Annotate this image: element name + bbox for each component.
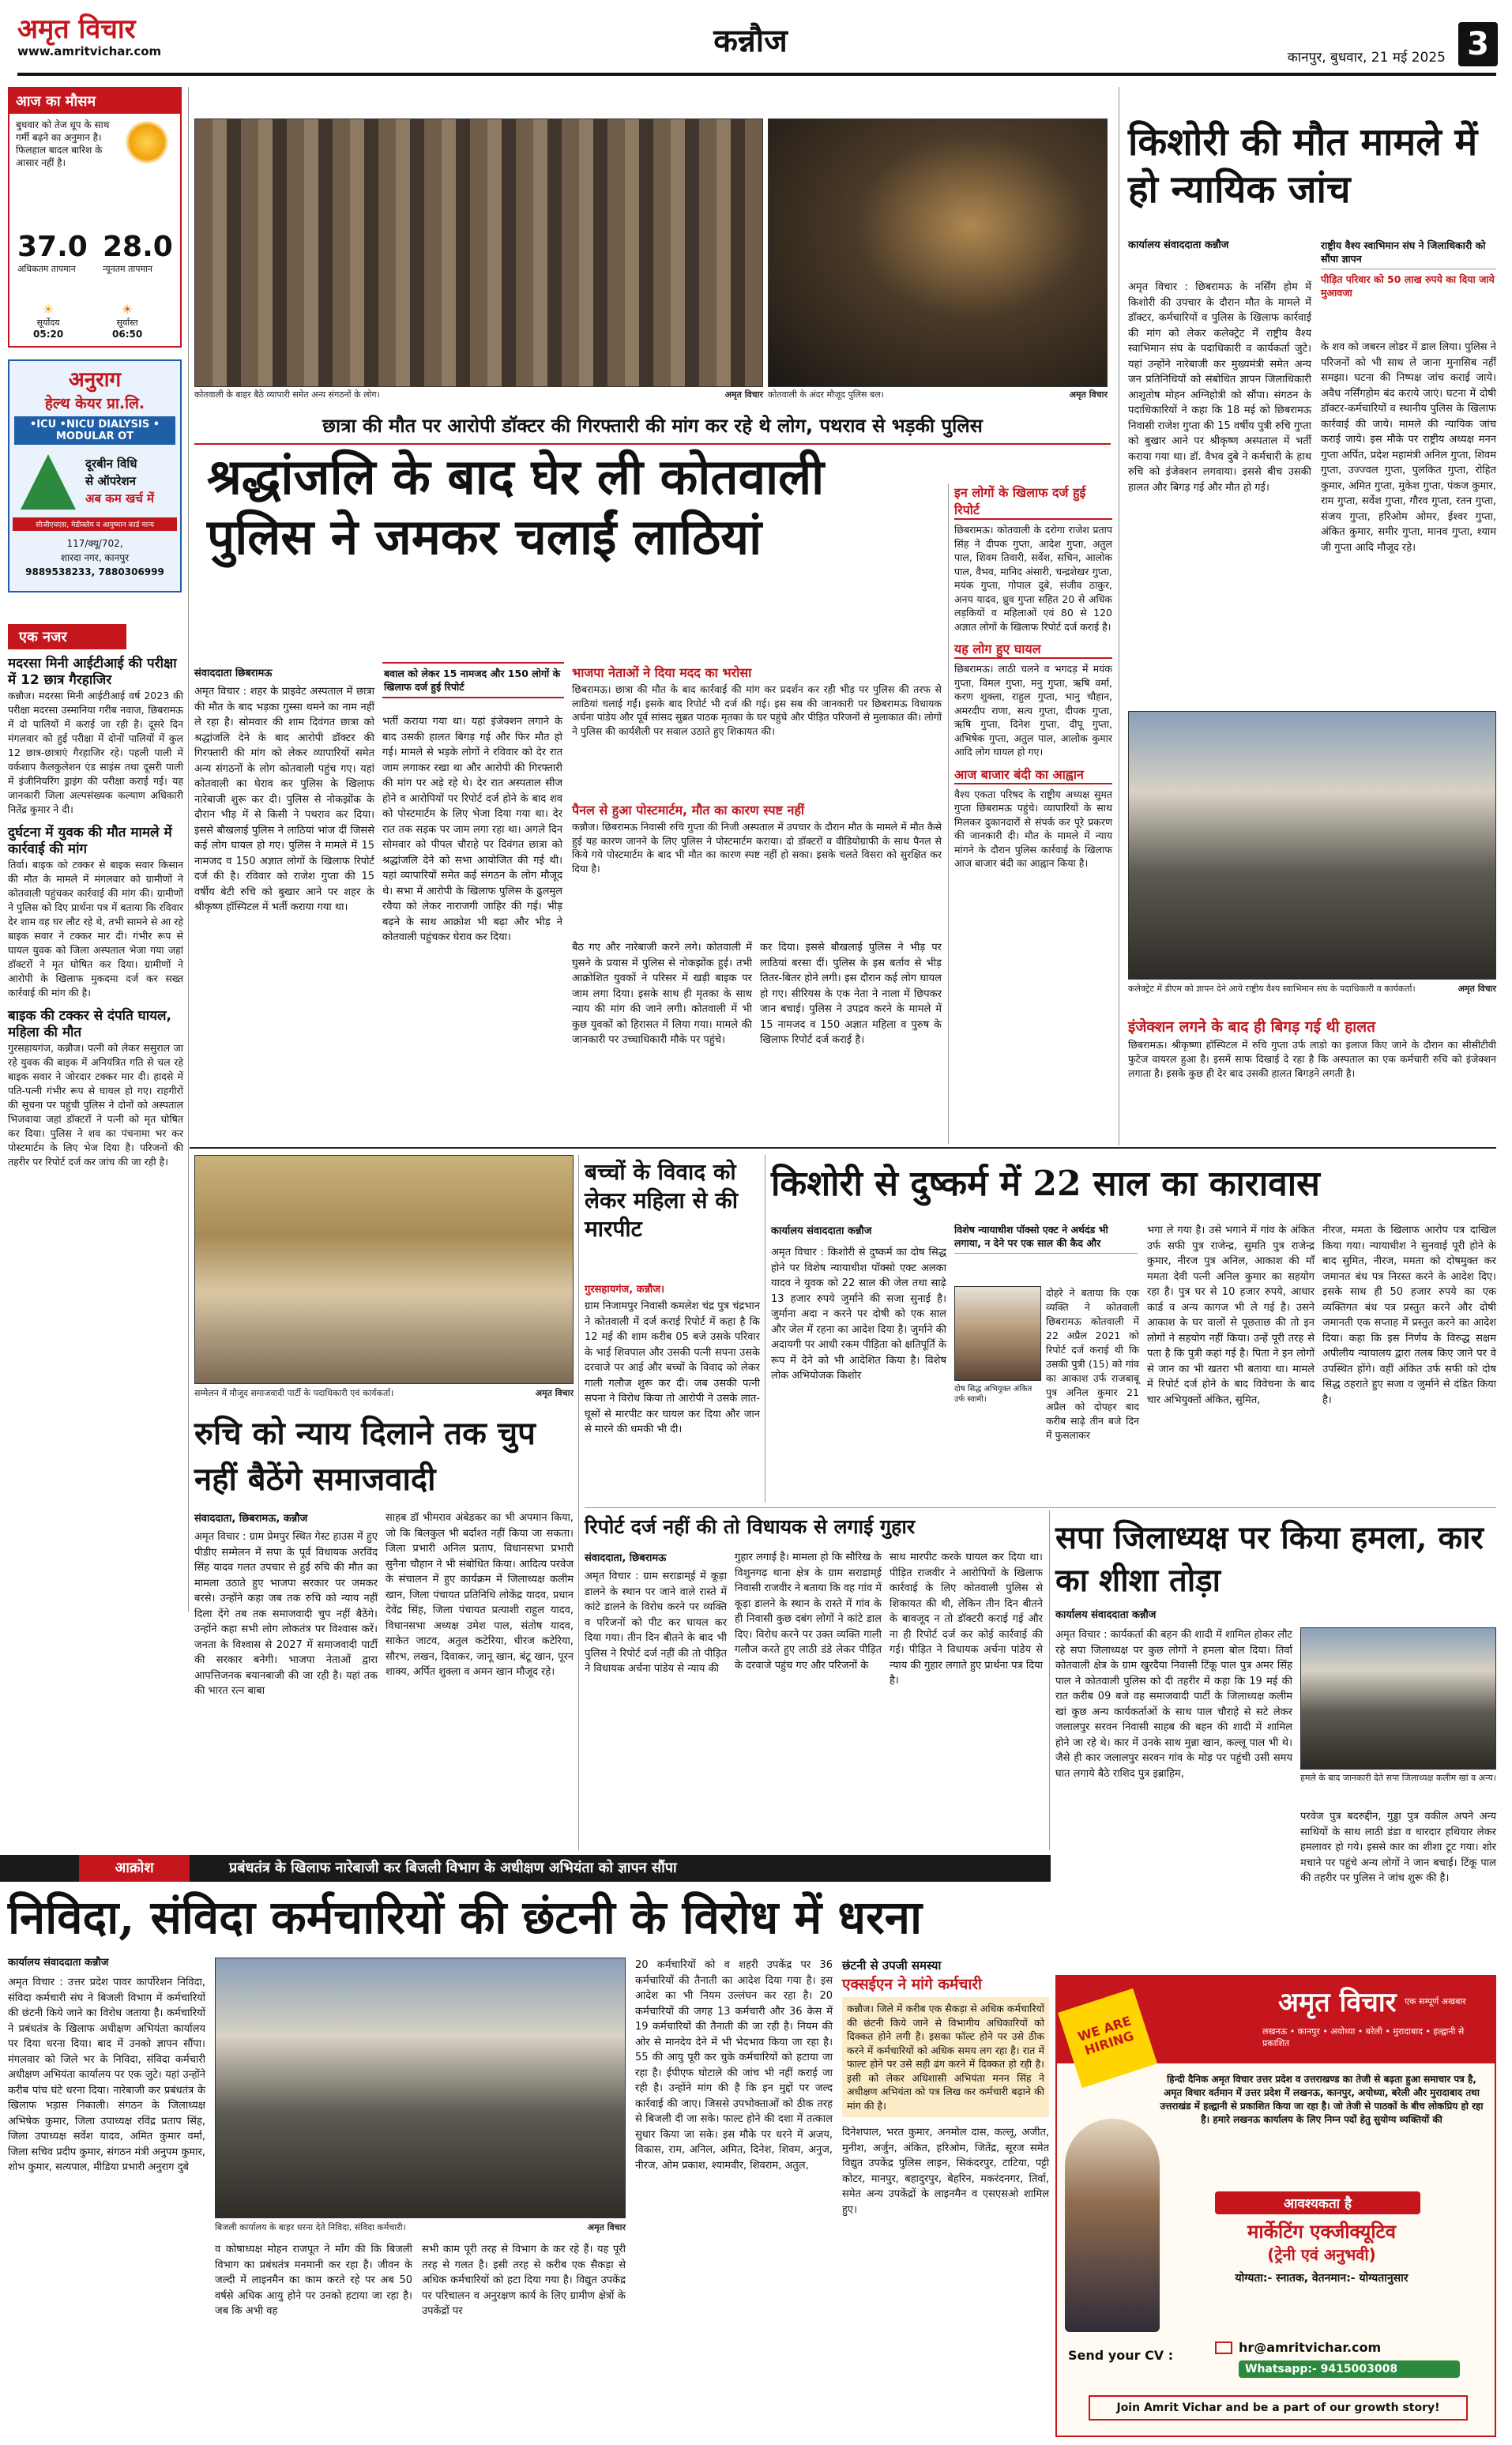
ek-nazar-label: एक नजर bbox=[8, 624, 126, 649]
sapa-column-2 bbox=[1300, 1809, 1496, 1961]
lead-byline: संवाददाता छिबरामऊ bbox=[194, 668, 273, 679]
aakrosh-text: व कोषाध्यक्ष मोहन राजपूत ने माँग की कि बिजली विभाग का प्रबंधतंत्र मनमानी कर रहा है। जीवन के जल्दी में लाइनमैन का काम करते रहे पर अब 50 वर्षसे अधिक आयु होने पर उनको हटाया जा रहा है। जब कि अभी वह bbox=[215, 2244, 412, 2317]
hiring-need: आवश्यकता है bbox=[1215, 2191, 1420, 2214]
dushkarm-rule bbox=[585, 1507, 1496, 1508]
min-temp-value: 28.0 bbox=[103, 231, 173, 263]
aakrosh-column-4 bbox=[635, 1958, 833, 2433]
brief-body: गुरसहायगंज, कन्नौज। पत्नी को लेकर ससुराल जा रहे युवक की बाइक में अनियंत्रित गति से चल रहे बाइक सवार ने जोरदार टक्कर मार दी। हादसे में पति-पत्नी गंभीर रूप से घायल हो गए। राहगीरों की सूचना पर पहुंची पुलिस ने दोनों को अस्पताल भिजवाया जहां डॉक्टरों ने पत्नी को मृत घोषित कर दिया। पुलिस ने शव का पंचनामा भर कर पोस्टमार्टम के लिए भेज दिया है। परिजनों की तहरीर पर रिपोर्ट दर्ज कर जांच की जा रही है। bbox=[8, 1042, 183, 1168]
vidhayak-text: अमृत विचार : ग्राम सराडाम्ई में कूड़ा डालने के स्थान पर जाने वाले रास्ते में कांटे डालने के विरोध करने पर व्यक्ति व परिजनों को पीट कर घायल कर दिया गया। तीन दिन बीतने के बाद भी पुलिस ने रिपोर्ट दर्ज नहीं की तो पीड़ित ने विधायक अर्चना पांडेय से न्याय की bbox=[585, 1570, 727, 1675]
logo-text: अमृत विचार bbox=[17, 13, 136, 45]
aakrosh-side-text: कन्नौज। जिले में करीब एक सैकड़ा से अधिक कर्मचारियों की छंटनी किये जाने से विभागीय अधिकारियों को दिक्कत होने लगी है। इसका फॉल्ट होने पर उसे ठीक करने में कर्मचारियों को अधिक समय लग रहा है। रात में फाल्ट होने पर उसे सही ढंग करने में दिक्कत हो रही है। इसी को लेकर अधिशासी अभियंता मनन सिंह ने अधीक्षण अभियंता को पत्र लिख कर कर्मचारी बढ़ाने की मांग की है। bbox=[842, 1997, 1049, 2117]
ek-nazar-column bbox=[8, 656, 183, 1608]
sammelan-byline: संवाददाता, छिबरामऊ, कन्नौज bbox=[194, 1513, 308, 1525]
judicial-photo-caption bbox=[1128, 983, 1496, 1010]
left-column-rule bbox=[188, 87, 189, 1612]
side-head-1: इन लोगों के खिलाफ दर्ज हुई रिपोर्ट bbox=[954, 483, 1112, 520]
sammelan-column-1 bbox=[194, 1529, 378, 1853]
sammelan-column-2 bbox=[386, 1510, 574, 1853]
hiring-ad bbox=[1055, 1975, 1496, 2437]
side-body-2: छिबरामऊ। लाठी चलने व भगदड़ में मयंक गुप्ता, विमल गुप्ता, मनु गुप्ता, ऋषि वर्मा, करण शुक्ला, राहुल गुप्ता, भानु चौहान, अमरदीप राणा, सत्य गुप्ता, दीपक गुप्ता, ऋषि गुप्ता, दिनेश गुप्ता, दीपू गुप्ता, अभिषेक गुप्ता, अतुल पाल, आलोक कुमार आदि लोग घायल हो गए। bbox=[954, 663, 1112, 758]
caption-text: कोतवाली के बाहर बैठे व्यापारी समेत अन्य संगठनों के लोग। bbox=[194, 389, 380, 400]
max-temp-value: 37.0 bbox=[17, 231, 88, 263]
lead-column-2 bbox=[382, 714, 562, 1142]
lead-column-3 bbox=[572, 940, 752, 1142]
hiring-intro: हिन्दी दैनिक अमृत विचार उत्तर प्रदेश व उत्तराखण्ड का तेजी से बढ़ता हुआ समाचार पत्र है, अमृत विचार वर्तमान में उत्तर प्रदेश में लखनऊ, कानपुर, अयोध्या, बरेली और मुरादाबाद तथा उत्तराखंड में हल्द्वानी से प्रकाशित किया जा रहा है। जो तेजी से पाठकों के बीच लोकप्रिय हो रहा है। हमारे लखनऊ कार्यालय के लिए निम्न पदों हेतु सुयोग्य व्यक्तियों की bbox=[1160, 2074, 1484, 2125]
dushkarm-headline: किशोरी से दुष्कर्म में 22 साल का कारावास bbox=[771, 1164, 1320, 1204]
ad-services: •ICU •NICU DIALYSIS • MODULAR OT bbox=[14, 416, 175, 445]
lead-column-1 bbox=[194, 684, 374, 1142]
hiring-tag: एक सम्पूर्ण अखबार bbox=[1405, 1996, 1466, 2007]
aakrosh-side-head2: एक्सईएन ने मांगे कर्मचारी bbox=[842, 1976, 982, 1993]
lead-photo-police bbox=[768, 118, 1108, 387]
lead-column-4 bbox=[760, 940, 942, 1142]
sapa-photo-caption: हमले के बाद जानकारी देते सपा जिलाध्यक्ष कलीम खां व अन्य। bbox=[1300, 1773, 1496, 1783]
vidhayak-rule bbox=[1049, 1510, 1050, 1850]
weather-box bbox=[8, 87, 182, 348]
min-temp bbox=[103, 231, 173, 275]
judicial-bullets bbox=[1321, 239, 1496, 299]
sapa-byline: कार्यालय संवाददाता कन्नौज bbox=[1055, 1609, 1157, 1621]
hiring-cities: लखनऊ • कानपुर • अयोध्या • बरेली • मुरादाबाद • हल्द्वानी से प्रकाशित bbox=[1262, 2026, 1465, 2048]
convict-photo bbox=[954, 1286, 1041, 1381]
vidhayak-headline: रिपोर्ट दर्ज नहीं की तो विधायक से लगाई गुहार bbox=[585, 1515, 916, 1538]
lead-side-rule bbox=[948, 483, 949, 1144]
bacchon-headline: बच्चों के विवाद को लेकर महिला से की मारपीट bbox=[585, 1159, 738, 1242]
judicial-headline: किशोरी की मौत मामले में हो न्यायिक जांच bbox=[1128, 120, 1478, 212]
dushkarm-byline: कार्यालय संवाददाता कन्नौज bbox=[771, 1225, 872, 1237]
max-temp-label: अधिकतम तापमान bbox=[17, 264, 76, 274]
judicial-text: के शव को जबरन लोडर में डाल लिया। पुलिस ने परिजनों को भी साथ ले जाना मुनासिब नहीं समझा। घटना की निष्पक्ष जांच कराई जाये। अवैध नर्सिंगहोम बंद कराये जाएं। घटना में दोषी डॉक्टर-कर्मचारियों व स्थानीय पुलिस के खिलाफ कार्रवाई की जाये। मामले की न्यायिक जांच कराई जाये। इस मौके पर राष्ट्रीय अध्यक्ष मनन गुप्ता अर्पित, प्रदेश महामंत्री अनिल गुप्ता, शिवम गुप्ता, उज्ज्वल गुप्ता, पुलकित गुप्ता, रोहित कुमार, अमित गुप्ता, मुकेश गुप्ता, पंकज कुमार, राम गुप्ता, सर्वेश गुप्ता, गौरव गुप्ता, रतन गुप्ता, संजय गुप्ता, हरिओम ओमर, ईश्वर गुप्ता, अंकित कुमार, समीर गुप्ता, मानव गुप्ता, श्याम जी गुप्ता आदि मौजूद रहे। bbox=[1321, 341, 1496, 554]
aakrosh-column-1 bbox=[8, 1975, 205, 2433]
hiring-person-photo bbox=[1065, 2119, 1160, 2332]
hiring-post2: (ट्रेनी एवं अनुभवी) bbox=[1267, 2245, 1376, 2264]
lead-subhead-3: पैनल से हुआ पोस्टमार्टम, मौत का कारण स्पष्ट नहीं bbox=[572, 803, 804, 818]
brief-item bbox=[8, 825, 183, 1000]
ad-hospital-name: अनुराग bbox=[68, 368, 122, 392]
brief-headline: मदरसा मिनी आईटीआई की परीक्षा में 12 छात्र गैरहाजिर bbox=[8, 656, 177, 688]
ad-line3: अब कम खर्च में bbox=[85, 491, 154, 506]
bacchon-body: ग्राम निजामपुर निवासी कमलेश चंद्र पुत्र चंद्रभान ने कोतवाली में दर्ज कराई रिपोर्ट में कहा है कि 12 मई की शाम करीब 05 बजे उसके परिवार के भाई शिवपाल और उसकी पत्नी सपना उसके दरवाजे पर आई और बच्चों के विवाद को लेकर गाली गलौज शुरू कर दी। जब उसकी पत्नी सपना ने विरोध किया तो आरोपी ने उसके लात-घूसों से मारपीट कर घायल कर दिया और जान से मारने की धमकी भी दी। bbox=[585, 1300, 760, 1435]
dushkarm-column-2 bbox=[1046, 1286, 1139, 1441]
lead-headline: श्रद्धांजलि के बाद घेर ली कोतवाली पुलिस ने जमकर चलाईं लाठियां bbox=[207, 448, 825, 566]
hospital-logo-icon bbox=[21, 454, 76, 510]
brief-body: कन्नौज। मदरसा मिनी आईटीआई वर्ष 2023 की परीक्षा मदरसा उस्मानिया गरीब नवाज, छिबरामऊ में दो पालियों में कराई जा रही है। दूसरे दिन मंगलवार को हुई परीक्षा में दोनों पालियों में कुल 12 छात्र-छात्राएं गैरहाजिर रहे। पहली पाली में वर्कशाप कैलकुलेशन एंड साइंस तथा दूसरी पाली में इंजीनियरिंग ड्राइंग की परीक्षा कराई गई। यह जानकारी जिला अल्पसंख्यक कल्याण अधिकारी नितेंद्र कुमार ने दी। bbox=[8, 690, 183, 815]
vidhayak-column-1 bbox=[585, 1569, 727, 1853]
lead-text: अमृत विचार : शहर के प्राइवेट अस्पताल में छात्रा की मौत के बाद भड़का गुस्सा थमने का नाम नहीं ले रहा है। सोमवार की शाम दिवंगत छात्रा को श्रद्धांजलि देने के बाद आरोपी डॉक्टर की गिरफ्तारी की मांग को लेकर व्यापारियों समेत अन्य संगठनों के लोग कोतवाली पहुंच गए। यहां कोतवाली का घेराव कर पुलिस के खिलाफ नारेबाजी शुरू कर दी। पुलिस से नोकझोंक के दौरान भीड़ में से किसी ने पथराव कर दिया। इससे बौखलाई पुलिस ने लाठियां भांज दीं जिससे कई लोग घायल हो गए। पुलिस ने मामले में 15 नामजद व 150 अज्ञात लोगों के खिलाफ रिपोर्ट दर्ज की है। रविवार को राजेश गुप्ता की 15 वर्षीय बेटी रुचि को बुखार आने पर शहर के श्रीकृष्ण हॉस्पिटल में भर्ती कराया गया था। bbox=[194, 686, 374, 913]
judicial-photo bbox=[1128, 711, 1496, 980]
lead-text: छिबरामऊ। छात्रा की मौत के बाद कार्रवाई की मांग कर प्रदर्शन कर रही भीड़ पर पुलिस की तरफ से लाठियां चलाई गईं। इसके बाद रिपोर्ट भी दर्ज की गई। इस सब की जानकारी पर छिबरामऊ विधायक अर्चना पांडेय और पूर्व सांसद सुब्रत पाठक मृतका के घर पहुंचे और पीड़ित परिजनों से मुलाकात की। लोगों ने पुलिस की कार्यशैली पर सवाल उठाते हुए शिकायत की। bbox=[572, 683, 942, 737]
dushkarm-text: नीरज, ममता के खिलाफ आरोप पत्र दाखिल किया गया। न्यायाधीश ने सुनवाई पूरी होने के बाद सुमित, नीरज, ममता को दोषमुक्त कर जमानत बंध पत्र निरस्त करने के आदेश दिए। इसके साथ ही 50 हजार रुपये का एक व्यक्तिगत बंध पत्र प्रस्तुत करने और दोषी जमानती एक सप्ताह में प्रस्तुत करने का आदेश दिया। कहा कि इस निर्णय के विरुद्ध सक्षम अपीलीय न्यायालय द्वारा तलब किए जाने पर वे उपस्थित होंगे। वहीं अंकित उर्फ सफी को दोष सिद्ध ठहराते हुए सजा व जुर्माने से दंडित किया है। bbox=[1322, 1224, 1496, 1406]
aakrosh-text: सभी काम पूरी तरह से विभाग के कर रहे हैं। यह पूरी तरह से गलत है। इसी तरह से करीब एक सैकड़ा से अधिक कर्मचारियों को हटा दिया गया है। विद्युत उपकेंद्र पर परिचालन व अनुरक्षण कार्य के लिए ग्रामीण क्षेत्रों के उपकेंद्रों पर bbox=[422, 2244, 626, 2317]
judicial-column-2 bbox=[1321, 340, 1496, 698]
photo-credit: अमृत विचार bbox=[535, 1388, 574, 1398]
photo-credit: अमृत विचार bbox=[587, 2222, 626, 2232]
min-temp-label: न्यूनतम तापमान bbox=[103, 264, 152, 274]
dushkarm-column-3 bbox=[1147, 1223, 1315, 1501]
max-temp bbox=[17, 231, 88, 275]
ad-address: 117/क्यू/702, bbox=[66, 538, 123, 549]
sapa-headline: सपा जिलाध्यक्ष पर किया हमला, कार का शीशा तोड़ा bbox=[1055, 1519, 1484, 1599]
brief-item bbox=[8, 1008, 183, 1169]
sunset bbox=[112, 302, 142, 340]
hiring-logo: अमृत विचार bbox=[1278, 1987, 1397, 2018]
dushkarm-bullet: विशेष न्यायाधीश पॉक्सो एक्ट ने अर्थदंड भी लगाया, न देने पर एक साल की कैद और bbox=[954, 1223, 1138, 1254]
hiring-qual: योग्यता:- स्नातक, वेतनमान:- योग्यतानुसार bbox=[1235, 2272, 1409, 2285]
sammelan-text: अमृत विचार : ग्राम प्रेमपुर स्थित गेस्ट हाउस में हुए पीडीए सम्मेलन में सपा के पूर्व विधायक अरविंद सिंह यादव गलत उपचार से हुई रुचि की मौत का मामला उठाते हुए भाजपा सरकार पर जमकर बरसे। उन्होंने कहा जब तक रुचि को न्याय नहीं दिला देंगे तब तक समाजवादी चुप नहीं बैठेंगे। उन्होंने कहा सभी लोग लोकतंत्र पर विश्वास करें। जनता के विश्वास से 2027 में समाजवादी पार्टी की सरकार बनेगी। भाजपा नेताओं द्वारा आपत्तिजनक बयानबाजी की जा रही है। यहां तक की भारत रत्न बाबा bbox=[194, 1531, 378, 1697]
lead-photo-crowd bbox=[194, 118, 763, 387]
bacchon-byline: गुरसहायगंज, कन्नौज। bbox=[585, 1284, 664, 1296]
sun-icon bbox=[125, 120, 169, 164]
aakrosh-label: आक्रोश bbox=[79, 1855, 190, 1882]
aakrosh-byline: कार्यालय संवाददाता कन्नौज bbox=[8, 1957, 109, 1969]
aakrosh-side bbox=[842, 1958, 1049, 2433]
hiring-badge: WE ARE HIRING bbox=[1058, 1988, 1157, 2088]
caption-text: बिजली कार्यालय के बाहर धरना देते निविदा, संविदा कर्मचारी। bbox=[215, 2222, 406, 2232]
brief-body: तिर्वा। बाइक को टक्कर से बाइक सवार किसान की मौत के मामले में मंगलवार को ग्रामीणों ने कोतवाली पहुंचकर कार्रवाई की मांग की। ग्रामीणों ने पुलिस को दिए प्रार्थना पत्र में बताया कि रविवार देर शाम वह घर लौट रहे थे, तभी सामने से आ रहे बाइक सवार ने टक्कर मार दी। गंभीर रूप से घायल युवक को जिला अस्पताल भेजा गया जहां डॉक्टरों ने मृत घोषित कर दिया। ग्रामीणों ने आरोपी के खिलाफ मुकदमा दर्ज कर सख्त कार्रवाई की मांग की है। bbox=[8, 859, 183, 999]
lead-subhead-1: बवाल को लेकर 15 नामजद और 150 लोगों के खिलाफ दर्ज हुई रिपोर्ट bbox=[384, 668, 561, 693]
edition-name: कन्नौज bbox=[713, 22, 788, 59]
aakrosh-headline: निविदा, संविदा कर्मचारियों की छंटनी के विरोध में धरना bbox=[8, 1890, 923, 1944]
aakrosh-kicker: प्रबंधतंत्र के खिलाफ नारेबाजी कर बिजली विभाग के अधीक्षण अभियंता को ज्ञापन सौंपा bbox=[229, 1860, 677, 1876]
ad-line2: से ऑपरेशन bbox=[85, 474, 136, 488]
dushkarm-column-4 bbox=[1322, 1223, 1496, 1501]
ad-phone: 9889538233, 7880306999 bbox=[25, 566, 164, 577]
convict-caption: दोष सिद्ध अभियुक्त अंकित उर्फ स्वामी। bbox=[954, 1384, 1041, 1405]
sapa-text: अमृत विचार : कार्यकर्ता की बहन की शादी में शामिल होकर लौट रहे सपा जिलाध्यक्ष पर कुछ लोगों ने हमला बोल दिया। तिर्वा कोतवाली क्षेत्र के ग्राम खुरदैया निवासी टिंकू पाल पुत्र अमर सिंह पाल ने कोतवाली पुलिस को दी तहरीर में कहा कि 19 मई की रात करीब 09 बजे वह समाजवादी पार्टी के जिलाध्यक्ष कलीम खां कुछ अन्य कार्यकर्ताओं के साथ पाल चौराहे से सटे लेकर जलालपुर सरवन निवासी साहब की बहन की शादी में शामिल होने जा रहे थे। कार में उनके साथ मुन्ना खान, कल्लू पाल भी थे। जैसे ही कार जलालपुर सरवन गांव के मोड़ पर पहुंची उसी समय घात लगाये बैठे राशिद पुत्र इब्राहिम, bbox=[1055, 1629, 1292, 1780]
lead-kicker: छात्रा की मौत पर आरोपी डॉक्टर की गिरफ्तारी की मांग कर रहे थे लोग, पथराव से भड़की पुलिस bbox=[194, 412, 1111, 445]
lead-sub2-text bbox=[572, 683, 942, 793]
sunrise-time: 05:20 bbox=[33, 329, 64, 340]
dushkarm-column-1 bbox=[771, 1245, 946, 1501]
masthead bbox=[0, 0, 1512, 71]
brief-item bbox=[8, 656, 183, 817]
masthead-rule bbox=[17, 73, 1496, 76]
lead-text: बैठ गए और नारेबाजी करने लगे। कोतवाली में घुसने के प्रयास में पुलिस से नोकझोंक हुई। तभी आक्रोशित युवकों ने परिसर में खड़ी बाइक पर जाम लगा दिया। इसके साथ ही मृतका के साथ न्याय की मांग की जाने लगी। कोतवाली में भी कुछ युवकों को हिरासत में लिया गया। मामले की जानकारी पर उच्चाधिकारी मौके पर पहुंचे। bbox=[572, 942, 752, 1046]
aakrosh-banner bbox=[0, 1855, 1051, 1882]
brief-headline: दुर्घटना में युवक की मौत मामले में कार्रवाई की मांग bbox=[8, 825, 172, 857]
sunrise-icon: ☀ bbox=[42, 302, 55, 317]
weather-description: बुधवार को तेज धूप के साथ गर्मी बढ़ने का अनुमान है। फिलहाल बादल बारिश के आसार नहीं है। bbox=[16, 119, 110, 168]
hiring-join: Join Amrit Vichar and be a part of our growth story! bbox=[1089, 2395, 1468, 2421]
aakrosh-column-3 bbox=[422, 2242, 626, 2433]
lead-text: कन्नौज। छिबरामऊ निवासी रुचि गुप्ता की निजी अस्पताल में उपचार के दौरान मौत के मामले में मौत कैसे हुई यह कारण जानने के लिए पुलिस ने पोस्टमार्टम कराया। दो डॉक्टरों व वीडियोग्राफी के साथ पैनल से किये गये पोस्टमार्टम के बाद भी मौत का कारण स्पष्ट नहीं हो सका। इसके चलते विसरा को सुरक्षित कर दिया है। bbox=[572, 821, 942, 875]
sapa-text: परवेज पुत्र बदरुद्दीन, गुड्डा पुत्र वकील अपने अन्य साथियों के साथ लाठी डंडा व धारदार हथियार लेकर हमलावर हो गये। इससे कार का शीशा टूट गया। शोर मचाने पर पहुंचे अन्य लोगों ने जान बचाई। टिंकू पाल की तहरीर पर पुलिस ने जांच शुरू की है। bbox=[1300, 1811, 1496, 1884]
aakrosh-photo bbox=[215, 1958, 626, 2218]
photo-credit: अमृत विचार bbox=[1069, 389, 1108, 400]
sunrise bbox=[33, 302, 63, 340]
hiring-whatsapp: Whatsapp:- 9415003008 bbox=[1239, 2360, 1460, 2378]
caption-text: कोतवाली के अंदर मौजूद पुलिस बल। bbox=[768, 389, 884, 400]
page-number: 3 bbox=[1458, 22, 1498, 66]
aakrosh-text: 20 कर्मचारियों को व शहरी उपकेंद्र पर 36 कर्मचारियों की तैनाती का आदेश दिया गया है। इस आदेश का भी नियम उल्लंघन कर रहा है। 20 कर्मचारियों की जगह 13 कर्मचारी और 36 केस में 19 कर्मचारियों की तैनाती की जा रही है। नियम की ओर से मानदेय देने में भी भेदभाव किया जा रहा है। 55 की आयु पूरी कर चुके कर्मचारियों को हटाया जा रहा है। ईपीएफ घोटाले की जांच भी नहीं कराई जा रही है। उन्होंने मांग की है कि इन मुद्दों पर जल्द कार्रवाई की जाए। जिससे उपभोक्ताओं को ठीक तरह से बिजली दी जा सके। फाल्ट होने की दशा में तत्काल सुधार किया जा सके। इस मौके पर धरने में अजय, विकास, राम, अनिल, अमित, दिनेश, शिवम, अनुज, नीरज, ओम प्रकाश, श्यामवीर, शिवराम, अतुल, bbox=[635, 1959, 833, 2172]
vidhayak-column-3 bbox=[890, 1550, 1043, 1853]
lead-text: भर्ती कराया गया था। यहां इंजेक्शन लगाने के बाद उसकी हालत बिगड़ गई और फिर मौत हो गई। मामले से भड़के लोगों ने रविवार को देर रात जाम लगाकर रखा था और आरोपी की गिरफ्तारी की मांग पर अड़े रहे थे। देर रात अस्पताल सीज होने व आरोपियों पर रिपोर्ट दर्ज होने के बाद शव को पोस्टमार्टम के लिए भेजा दिया गया था। देर रात तक सड़क पर जाम लगा रहा था। अगले दिन सोमवार को पीपल चौराहे पर दिवंगत छात्रा को श्रद्धांजलि देने को सभा आयोजित की गई थी। यहां व्यापारियों समेत कई संगठन के लोग मौजूद थे। सभा में आरोपी के खिलाफ पुलिस के ढुलमुल रवैया को लेकर नाराजगी जाहिर की गई। भीड़ बढ़ने के साथ आक्रोश भी बढ़ा और भीड़ ने कोतवाली पहुंचकर घेराव कर दिया। bbox=[382, 716, 562, 943]
sunrise-label: सूर्योदय bbox=[36, 318, 60, 328]
ad-strip: सीजीएचएस, मेडीक्लेम व आयुष्मान कार्ड मान्य bbox=[13, 517, 177, 531]
hiring-post: मार्केटिंग एक्जीक्यूटिव bbox=[1247, 2221, 1396, 2243]
vidhayak-text: साथ मारपीट करके घायल कर दिया था। पीड़ित राजवीर ने आरोपियों के खिलाफ कार्रवाई के लिए कोतवाली पुलिस से शिकायत की थी, लेकिन तीन दिन बीतने के बावजूद न तो डॉक्टरी कराई गई और ना ही रिपोर्ट दर्ज कर कोई कार्रवाई की गई। पीड़ित ने विधायक अर्चना पांडेय से न्याय की गुहार लगाते हुए प्रार्थना पत्र दिया है। bbox=[890, 1552, 1043, 1687]
lead-subhead-2: भाजपा नेताओं ने दिया मदद का भरोसा bbox=[572, 665, 752, 680]
judicial-column-1 bbox=[1128, 280, 1311, 698]
ad-address2: शारदा नगर, कानपुर bbox=[60, 552, 130, 563]
vidhayak-text: गुहार लगाई है। मामला हो कि सौरिख के विशुनगढ़ थाना क्षेत्र के ग्राम सराडाम्ई निवासी राजवीर ने बताया कि वह गांव में कूड़ा डालने के स्थान के रास्ते में गांव के ही निवासी कुछ दबंग लोगों ने कांटे डाल दिए। विरोध करने पर उक्त व्यक्ति गाली गलौज करते हुए लाठी डंडे लेकर पीड़ित के दरवाजे पहुंच गए और परिजनों के bbox=[735, 1552, 882, 1672]
judicial-subhead: इंजेक्शन लगने के बाद ही बिगड़ गई थी हालत bbox=[1128, 1018, 1375, 1036]
photo-credit: अमृत विचार bbox=[1457, 984, 1496, 994]
sapa-photo bbox=[1300, 1627, 1496, 1770]
lead-text: कर दिया। इससे बौखलाई पुलिस ने भीड़ पर लाठियां बरसा दीं। पुलिस के इस बर्ताव से भीड़ तितर-बितर होने लगी। इस दौरान कई लोग घायल हो गए। सीरियस के एक नेता ने नाला में छिपकर जान बचाई। पुलिस ने उपद्रव करने के मामले में 15 नामजद व 150 अज्ञात महिला व पुरुष के खिलाफ रिपोर्ट दर्ज कराई है। bbox=[760, 942, 942, 1046]
hiring-email[interactable]: hr@amritvichar.com bbox=[1239, 2340, 1382, 2355]
caption-text: सम्मेलन में मौजूद समाजवादी पार्टी के पदाधिकारी एवं कार्यकर्ता। bbox=[194, 1388, 394, 1398]
sammelan-photo-caption bbox=[194, 1387, 574, 1403]
aakrosh-photo-caption bbox=[215, 2221, 626, 2237]
side-body-1: छिबरामऊ। कोतवाली के दरोगा राजेश प्रताप सिंह ने दीपक गुप्ता, आदेश गुप्ता, अतुल पाल, शिवम तिवारी, सर्वेश, सचिन, आलोक पाल, वैभव, मानिद अंसारी, चन्द्रशेखर गुप्ता, मयंक गुप्ता, गोपाल दुबे, संजीव ठाकुर, अनय यादव, ध्रुव गुप्ता सहित 20 से अधिक लड़कियों व महिलाओं एवं 80 से 120 अज्ञात लोगों के खिलाफ रिपोर्ट दर्ज कराई है। bbox=[954, 524, 1112, 633]
dushkarm-text: भगा ले गया है। उसे भगाने में गांव के अंकित उर्फ सफी पुत्र राजेन्द्र, सुमति पुत्र राजेन्द्र कुमार, नीरज पुत्र अनिल, आकाश की माँ ममता देवी पत्नी अनिल कुमार का सहयोग रहा है। पुत्र घर से 10 हजार रुपये, आधार कार्ड व अन्य कागज भी ले गई है। उसने आकाश के घर वालों से पूछताछ की तो इन लोगों ने सहयोग नहीं किया। उन्हें पूरी तरह से पता है कि पुत्री कहां गई है। पिता ने इन लोगों से जान का भी खतरा भी बताया था। मामले में रिपोर्ट दर्ज होने के बाद विवेचना के बाद चार अभियुक्तों अंकित, सुमित, bbox=[1147, 1224, 1315, 1406]
vidhayak-byline: संवाददाता, छिबरामऊ bbox=[585, 1552, 667, 1564]
hospital-ad bbox=[8, 359, 182, 592]
sammelan-photo bbox=[194, 1155, 574, 1384]
judicial-text: अमृत विचार : छिबरामऊ के नर्सिंग होम में किशोरी की उपचार के दौरान मौत के मामले में डॉक्टर, कर्मचारियों व पुलिस के खिलाफ कार्रवाई की मांग को लेकर कलेक्ट्रेट में राष्ट्रीय वैश्य स्वाभिमान संघ के पदाधिकारी व कार्यकर्ता जुटे। यहां उन्होंने नारेबाजी कर मुख्यमंत्री समेत अन्य जन प्रतिनिधियों को संबोधित ज्ञापन जिलाधिकारी आशुतोष मोहन अग्निहोत्री को सौंपा। संगठन के पदाधिकारियों ने कहा कि 18 मई को छिबरामऊ निवासी राजेश गुप्ता की 15 वर्षीय पुत्री रुचि गुप्ता को बुखार आने पर श्रीकृष्ण अस्पताल में भर्ती कराया गया था। डॉ. वैभव दुबे ने कर्मचारी के हाथ रुचि को इंजेक्शन लगवाया। इससे बीच उसकी हालत और बिगड़ गई और मौत हो गई। bbox=[1128, 281, 1311, 494]
lead-sub3-text bbox=[572, 820, 942, 931]
side-body-3: वैश्य एकता परिषद के राष्ट्रीय अध्यक्ष सुमत गुप्ता छिबरामऊ पहुंचे। व्यापारियों के साथ मिलकर दुकानदारों से संपर्क कर पूरे प्रकरण की जानकारी दी। मौत के मामले में न्याय मांगने के दौरान पुलिस कार्रवाई के खिलाफ आज बाजार बंदी का आह्वान किया है। bbox=[954, 788, 1112, 869]
caption-text: कलेक्ट्रेट में डीएम को ज्ञापन देने आये राष्ट्रीय वैश्य स्वाभिमान संघ के पदाधिकारी व कार्यकर्ता। bbox=[1128, 984, 1416, 994]
judicial-byline: कार्यालय संवाददाता कन्नौज bbox=[1128, 239, 1229, 251]
side-head-2: यह लोग हुए घायल bbox=[954, 640, 1112, 659]
brief-headline: बाइक की टक्कर से दंपति घायल, महिला की मौत bbox=[8, 1008, 171, 1040]
lead-photo1-caption bbox=[194, 389, 763, 404]
judicial-text: छिबरामऊ। श्रीकृष्णा हॉस्पिटल में रुचि गुप्ता उर्फ लाडो का इलाज किए जाने के दौरान का सीसीटीवी फुटेज वायरल हुआ है। इसमें साफ दिखाई दे रहा है कि अस्पताल का एक कर्मचारी रुचि को इंजेक्शन लगाता है। इसके कुछ ही देर बाद उसकी हालत बिगड़ने लगती है। bbox=[1128, 1039, 1496, 1079]
judicial-bullet-1: राष्ट्रीय वैश्य स्वाभिमान संघ ने जिलाधिकारी को सौंपा ज्ञापन bbox=[1321, 239, 1496, 269]
sunset-time: 06:50 bbox=[112, 329, 143, 340]
ad-hospital-subname: हेल्थ केयर प्रा.लि. bbox=[44, 395, 145, 412]
sunset-icon: ☀ bbox=[121, 302, 134, 317]
sapa-column-1 bbox=[1055, 1627, 1292, 1961]
sammelan-text: साहब डॉ भीमराव अंबेडकर का भी अपमान किया, जो कि बिलकुल भी बर्दाश्त नहीं किया जा सकता। जिला प्रभारी अनिल प्रताप, विधानसभा प्रभारी सुनैना चौहान ने भी संबोधित किया। आदित्य परवेज के संचालन में हुए कार्यक्रम में जिलाध्यक्ष कलीम खान, जिला पंचायत प्रतिनिधि लोकेंद्र यादव, प्रधान देवेंद्र सिंह, जिला पंचायत प्रत्याशी राहुल यादव, विधानसभा अध्यक्ष उमेश पाल, संतोष यादव, साकेत जाटव, अतुल कटेरिया, धीरज कटेरिया, सौरभ, लखन, दिवाकर, जानू खान, बंटू खान, पूरन शाक्य, अर्पित शुक्ला व अमन खान मौजूद रहे। bbox=[386, 1512, 574, 1678]
aakrosh-side-head: छंटनी से उपजी समस्या bbox=[842, 1958, 942, 1973]
logo bbox=[17, 14, 199, 58]
dushkarm-text: अमृत विचार : किशोरी से दुष्कर्म का दोष सिद्ध होने पर विशेष न्यायाधीश पॉक्सो एक्ट अलका यादव ने युवक को 22 साल की जेल तथा साढ़े 13 हजार रुपये जुर्माने की सजा सुनाई है। जुर्माना अदा न करने पर दोषी को एक साल और जेल में रहना का आदेश दिया है। जुर्माने की अदायगी पर आधी रकम पीड़िता को क्षतिपूर्ति के रूप में देने को भी आदेशित किया है। विशेष लोक अभियोजक किशोर bbox=[771, 1247, 946, 1382]
side-head-3: आज बाजार बंदी का आह्वान bbox=[954, 765, 1112, 784]
sammelan-headline: रुचि को न्याय दिलाने तक चुप नहीं बैठेंगे समाजवादी bbox=[194, 1415, 536, 1498]
dateline: कानपुर, बुधवार, 21 मई 2025 bbox=[1287, 50, 1446, 66]
lead-side-column bbox=[954, 483, 1112, 1144]
mid-rule bbox=[190, 1147, 1496, 1149]
sunset-label: सूर्यास्त bbox=[116, 318, 138, 328]
aakrosh-column-2 bbox=[215, 2242, 412, 2433]
photo-credit: अमृत विचार bbox=[724, 389, 763, 400]
site-url: www.amritvichar.com bbox=[17, 44, 162, 58]
ad-line1: दूरबीन विधि bbox=[85, 457, 137, 471]
aakrosh-side-text2: दिनेशपाल, भरत कुमार, अनमोल दास, कल्लू, अजीत, मुनीश, अर्जुन, अंकित, हरिओम, जितेंद्र, सूरज समेत विद्युत उपकेंद्र पुलिस लाइन, सिकंदरपुर, टाटिया, पट्टी कोटर, मानपुर, बहादुरपुर, बेहरिन, मकरंदनगर, तिर्वा, समेत अन्य उपकेंद्रों के लाइनमैन व एसएसओ शामिल हुए। bbox=[842, 2127, 1049, 2216]
hiring-send: Send your CV : bbox=[1068, 2348, 1174, 2363]
vidhayak-column-2 bbox=[735, 1550, 882, 1853]
lead-photo2-caption bbox=[768, 389, 1108, 404]
judicial-bullet-2: पीड़ित परिवार को 50 लाख रुपये का दिया जाये मुआवजा bbox=[1321, 273, 1495, 299]
aakrosh-text: अमृत विचार : उत्तर प्रदेश पावर कार्पोरेशन निविदा, संविदा कर्मचारी संघ ने बिजली विभाग में कर्मचारियों की छंटनी किये जाने का विरोध जताया है। कर्मचारियों ने प्रबंधतंत्र के खिलाफ अधीक्षण अभियंता कार्यालय पर दिया धरना दिया। बाद में उनको ज्ञापन सौंपा। मंगलवार को जिले भर के निविदा, संविदा कर्मचारी अधीक्षण अभियंता कार्यालय पर एक जुटे। यहां उन्होंने करीब पांच घंटे धरना दिया। नारेबाजी कर प्रबंधतंत्र के खिलाफ भड़ास निकाली। संगठन के जिलाध्यक्ष अभिषेक कुमार, जिला उपाध्यक्ष रविंद्र प्रताप सिंह, जिला उपाध्यक्ष सर्वेश यादव, अमित कुमार वर्मा, जिला सचिव प्रदीप कुमार, संगठन मंत्री अनुपम कुमार, शोभ कुमार, सत्यपाल, मीडिया प्रभारी अनुराग दुबे bbox=[8, 1977, 205, 2173]
hiring-email-icon bbox=[1215, 2342, 1232, 2354]
weather-title: आज का मौसम bbox=[9, 88, 180, 114]
dushkarm-text: दोहरे ने बताया कि एक व्यक्ति ने कोतवाली छिबरामऊ कोतवाली में 22 अप्रैल 2021 को रिपोर्ट दर्ज कराई थी कि उसकी पुत्री (15) को गांव का आकाश उर्फ राजबाबू पुत्र अनिल कुमार 21 अप्रैल को दोपहर बाद करीब साढ़े तीन बजे दिन में फुसलाकर bbox=[1046, 1287, 1139, 1441]
lead-subhead-box bbox=[382, 662, 564, 698]
judicial-sub-text bbox=[1128, 1038, 1496, 1141]
bacchon-text bbox=[585, 1299, 760, 1504]
sammelan-rule bbox=[578, 1155, 579, 1850]
